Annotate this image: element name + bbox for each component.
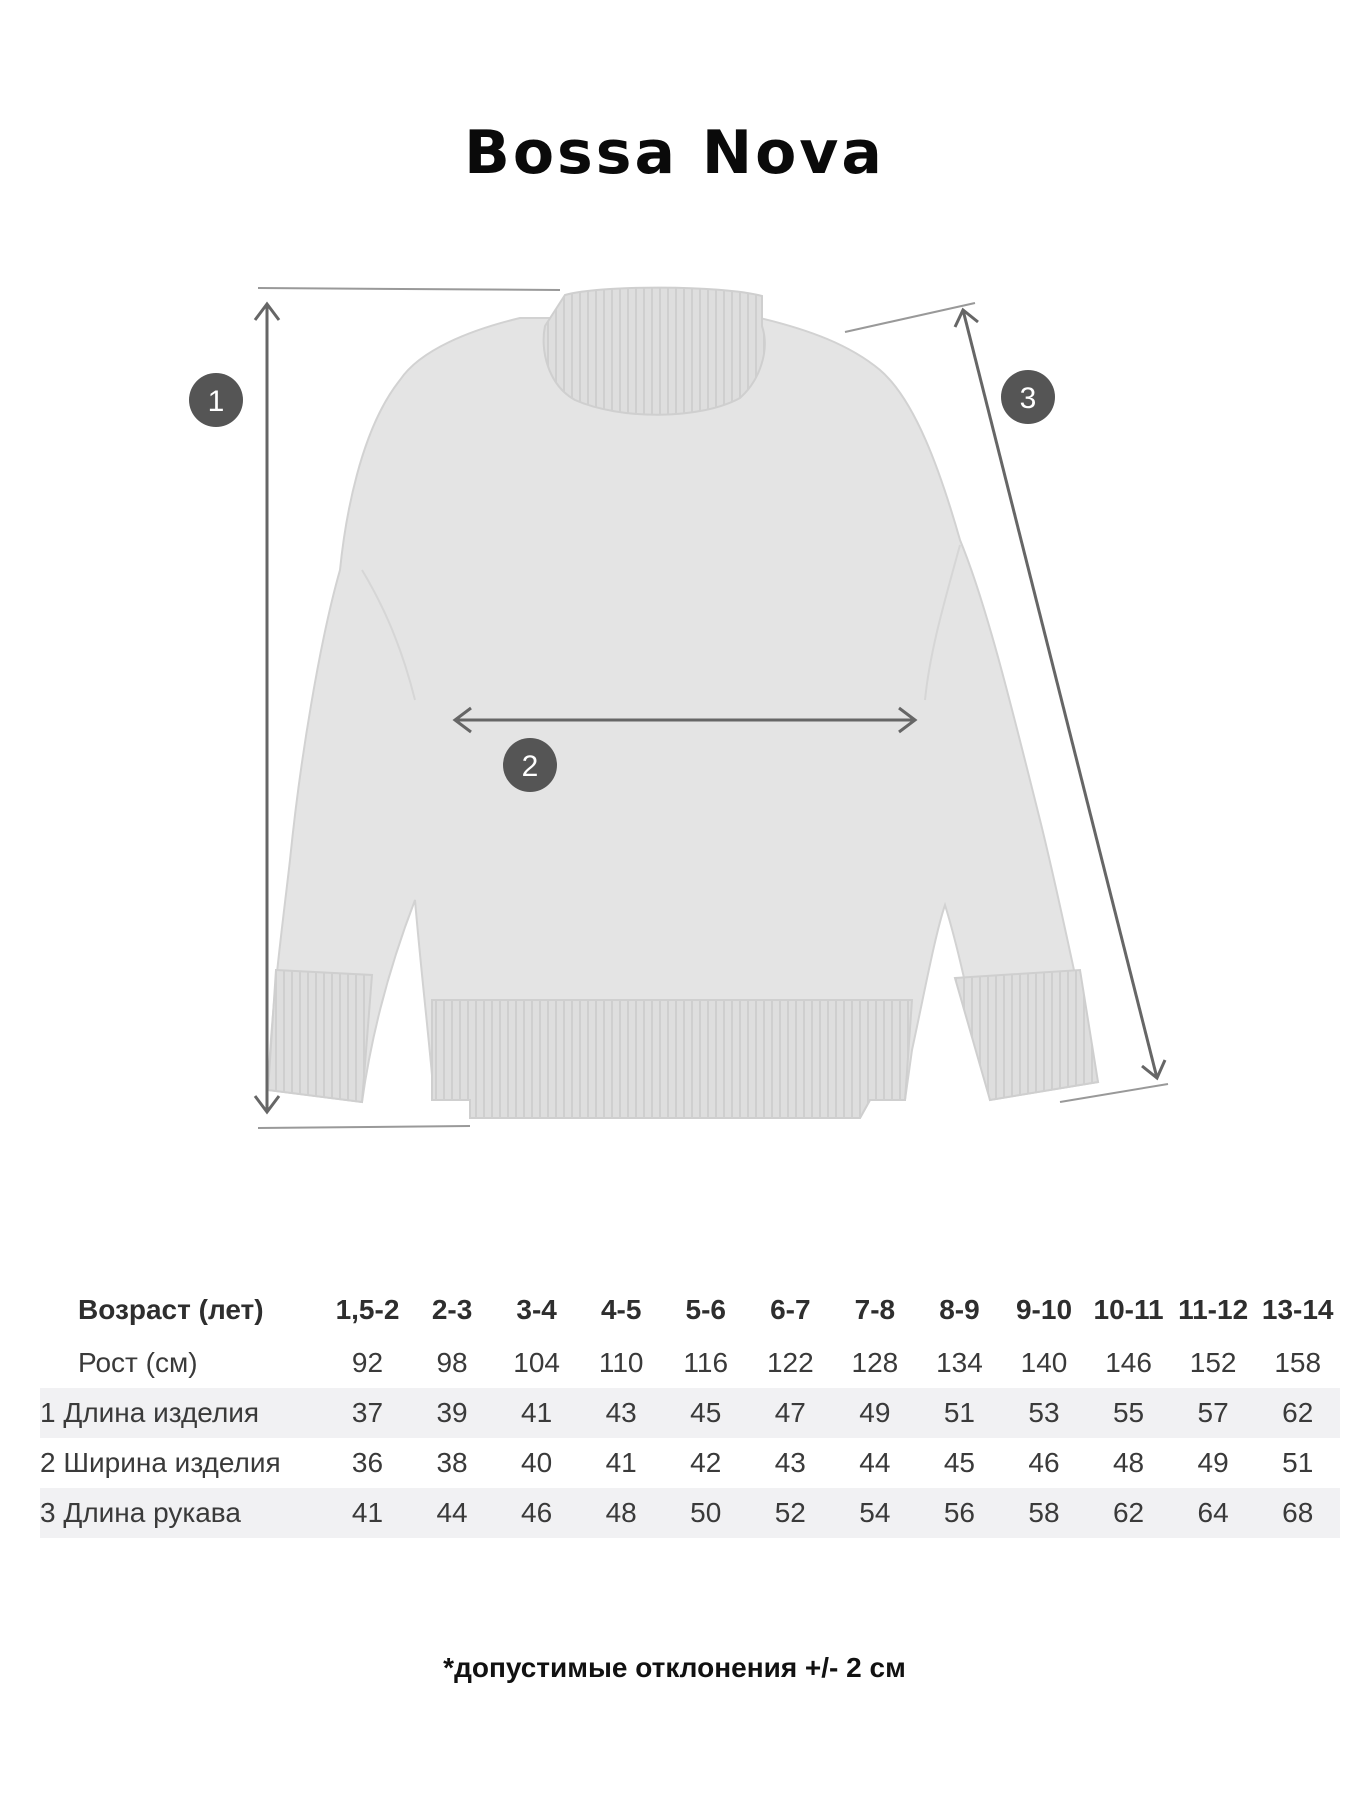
measurement-row-cell: 36	[351, 1447, 384, 1478]
measurement-row	[40, 1488, 1340, 1538]
measurement-row-cell: 41	[325, 1488, 410, 1538]
measurement-row	[40, 1438, 1340, 1488]
measurement-row-cell: 39	[410, 1388, 495, 1438]
measurement-row-cell: 49	[833, 1388, 918, 1438]
size-table	[40, 1282, 1340, 1538]
height-row-cell: 140	[1020, 1347, 1068, 1378]
age-header-row-cell: 8-9	[939, 1294, 980, 1325]
tolerance-note: *допустимые отклонения +/- 2 см	[443, 1652, 906, 1683]
measurement-row-cell: 43	[774, 1447, 806, 1478]
age-header-row-cell: 3-4	[516, 1294, 557, 1325]
measurement-row-cell: 45	[943, 1447, 976, 1478]
measurement-row-cell: 44	[859, 1447, 891, 1478]
size-chart	[40, 1282, 1340, 1538]
height-row-cell: 122	[766, 1347, 814, 1378]
height-row-cell: 98	[436, 1347, 468, 1378]
age-header-row-cell: 7-8	[854, 1294, 896, 1325]
sweater-measurement-diagram	[0, 270, 1349, 1150]
marker-2	[503, 738, 557, 792]
measurement-row-cell: 62	[1255, 1388, 1340, 1438]
measurement-row-cell: 55	[1086, 1388, 1171, 1438]
measurement-row-label: 1 Длина изделия	[40, 1388, 325, 1438]
measurement-row-cell: 45	[663, 1388, 748, 1438]
brand-title: Bossa Nova	[464, 118, 885, 188]
age-header-row-label: Возраст (лет)	[78, 1294, 264, 1325]
measurement-row-cell: 64	[1171, 1488, 1256, 1538]
marker-2-label: 2	[521, 750, 539, 783]
height-row	[40, 1338, 1340, 1388]
measurement-row-cell: 57	[1171, 1388, 1256, 1438]
measurement-row-cell: 48	[579, 1488, 664, 1538]
measurement-row-cell: 54	[833, 1488, 918, 1538]
measurement-row-cell: 41	[494, 1388, 579, 1438]
height-row-cell: 134	[936, 1347, 983, 1378]
measurement-row-label: 3 Длина рукава	[40, 1488, 325, 1538]
age-header-row-cell: 4-5	[600, 1294, 642, 1325]
measurement-row-label: 2 Ширина изделия	[40, 1447, 281, 1478]
measurement-row-cell: 43	[579, 1388, 664, 1438]
height-row-cell: 116	[683, 1347, 729, 1378]
age-header-row-cell: 5-6	[685, 1294, 726, 1325]
age-header-row-cell: 6-7	[770, 1294, 811, 1325]
measurement-row-cell: 49	[1197, 1447, 1229, 1478]
measurement-row-cell: 50	[663, 1488, 748, 1538]
measurement-row-cell: 40	[521, 1447, 553, 1478]
height-row-cell: 146	[1105, 1347, 1152, 1378]
age-header-row-cell: 2-3	[431, 1294, 473, 1325]
measurement-row-cell: 44	[410, 1488, 495, 1538]
marker-1	[189, 373, 243, 427]
measurement-row-cell: 68	[1255, 1488, 1340, 1538]
age-header-row-cell: 13-14	[1261, 1294, 1334, 1325]
measurement-row-cell: 48	[1112, 1447, 1145, 1478]
measurement-row-cell: 53	[1002, 1388, 1087, 1438]
measurement-row-cell: 38	[436, 1447, 468, 1478]
measurement-row-cell: 52	[748, 1488, 833, 1538]
age-header-row-cell: 10-11	[1093, 1294, 1164, 1325]
height-row-label: Рост (см)	[78, 1347, 198, 1378]
height-row-cell: 152	[1189, 1347, 1237, 1378]
height-row-cell: 104	[513, 1347, 560, 1378]
height-row-cell: 92	[351, 1347, 384, 1378]
measurement-row-cell: 51	[1282, 1447, 1314, 1478]
measurement-row-cell: 51	[917, 1388, 1002, 1438]
measurement-row	[40, 1388, 1340, 1438]
measurement-row-cell: 62	[1086, 1488, 1171, 1538]
age-header-row	[40, 1282, 1340, 1338]
age-header-row-cell: 11-12	[1178, 1294, 1249, 1325]
age-header-row-cell: 1,5-2	[335, 1294, 400, 1325]
marker-3-label: 3	[1019, 382, 1037, 415]
measurement-row-cell: 58	[1002, 1488, 1087, 1538]
measurement-row-cell: 41	[605, 1447, 637, 1478]
marker-1-label: 1	[207, 385, 225, 418]
height-row-cell: 128	[851, 1347, 899, 1378]
measurement-row-cell: 56	[917, 1488, 1002, 1538]
measurement-row-cell: 42	[690, 1447, 722, 1478]
sweater-illustration	[268, 288, 1098, 1118]
age-header-row-cell: 9-10	[1015, 1294, 1073, 1325]
measurement-row-cell: 46	[1028, 1447, 1060, 1478]
measurement-row-cell: 37	[325, 1388, 410, 1438]
height-row-cell: 158	[1274, 1347, 1322, 1378]
measurement-row-cell: 47	[748, 1388, 833, 1438]
height-row-cell: 110	[598, 1347, 644, 1378]
measurement-row-cell: 46	[494, 1488, 579, 1538]
marker-3	[1001, 370, 1055, 424]
